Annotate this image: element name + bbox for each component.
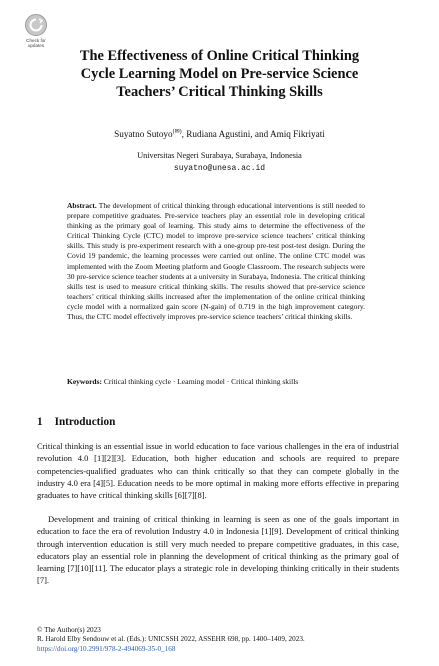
check-for-updates-badge[interactable] <box>21 14 51 52</box>
abstract-label: Abstract. <box>67 201 97 210</box>
intro-paragraph-1: Critical thinking is an essential issue in world education to face various challenges in the era of industrial revolution 4.0 [1][2][3]. Education, both higher education and schools are required to prepare competencies-qualified graduates who can think critically so that they can compete globally in the industry 4.0 era [4][5]. Education needs to be more optimal in making more efforts effective in preparing graduates to have critical thinking skills [6][7][8]. <box>37 441 399 501</box>
section-number: 1 <box>37 416 43 428</box>
abstract <box>67 201 365 322</box>
check-for-updates-icon <box>25 14 47 36</box>
affiliation: Universitas Negeri Surabaya, Surabaya, Indonesia <box>137 151 302 160</box>
abstract-text: The development of critical thinking through educational interventions is still needed to prepare competitive graduates. Pre-service teachers play an essential role in developing critical thinking as the primary goal of learning. This study aims to determine the effectiveness of the Critical Thinking Cycle (CTC) model to improve pre-service science teachers’ critical thinking skills. This study is pre-experiment research with a one-group pre-test post-test design. During the Covid 19 pandemic, the learning processes were carried out online. The online CTC model was implemented with the Zoom Meeting platform and Google Classroom. The research subjects were 30 pre-service science teacher students at a university in Surabaya, Indonesia. The critical thinking skills test is used to measure critical thinking skills. The results showed that pre-service science teachers’ critical thinking skills increased after the implementation of the online critical thinking cycle model with a normalized gain score (N-gain) of 0.719 in the high improvement category. Thus, the CTC model effectively improves pre-service science teachers’ critical thinking skills. <box>67 201 365 322</box>
badge-label: Check for updates <box>26 38 46 48</box>
section-heading <box>37 416 115 428</box>
keywords-label: Keywords: <box>67 377 102 386</box>
corresponding-author-mail-icon[interactable]: (✉) <box>172 129 182 135</box>
paper-title: The Effectiveness of Online Critical Thinking Cycle Learning Model on Pre-service Science Teachers’ Critical Thinking Skills <box>79 48 360 100</box>
author-list: Suyatno Sutoyo(✉), Rudiana Agustini, and Amiq Fikriyati <box>114 129 325 140</box>
footer <box>37 626 417 654</box>
intro-paragraph-2: Development and training of critical thinking in learning is seen as one of the goals important in education to face the era of revolution Industry 4.0 in Indonesia [1][9]. Development of critical thinking through intervention education is still very much needed to prepare competitive graduates, in this case, educators play an essential role in planning the development of critical thinking as the primary goal of learning [7][10][11]. The educator plays a strategic role in developing thinking critically in their students [7]. <box>37 514 399 586</box>
doi-link[interactable]: https://doi.org/10.2991/978-2-494069-35-0_168 <box>37 644 176 653</box>
copyright-line: © The Author(s) 2023 <box>37 626 101 634</box>
section-title: Introduction <box>54 416 116 428</box>
keywords <box>67 377 365 387</box>
author-email[interactable]: suyatno@unesa.ac.id <box>173 164 266 173</box>
keywords-text: Critical thinking cycle · Learning model · Critical thinking skills <box>103 377 299 386</box>
citation-line: R. Harold Elby Sendouw et al. (Eds.): UNICSSH 2022, ASSEHR 698, pp. 1400–1409, 2023. <box>37 635 305 644</box>
